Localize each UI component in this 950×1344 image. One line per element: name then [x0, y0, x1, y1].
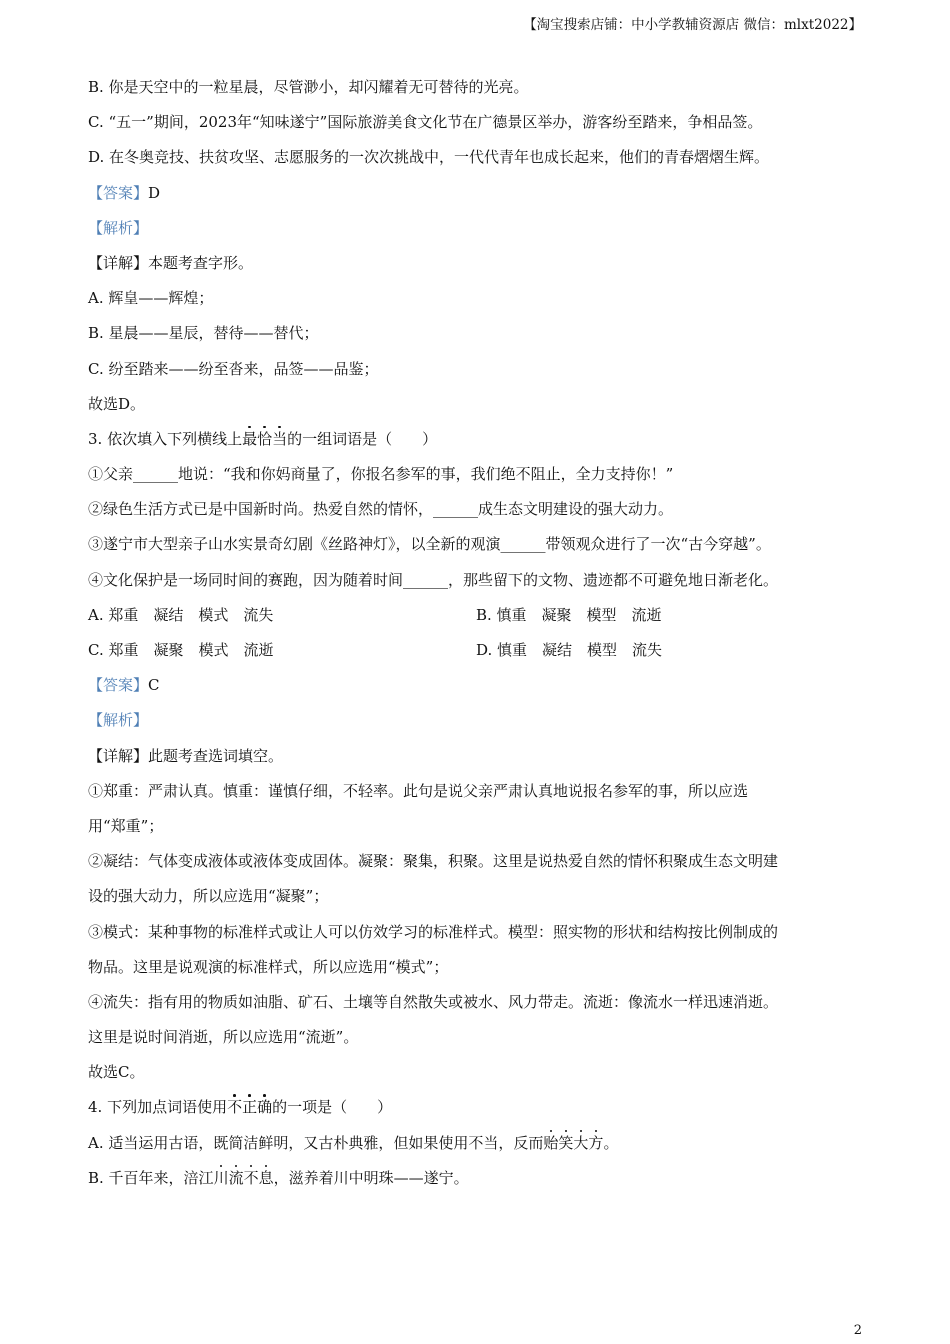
- q3-analysis-label: 【解析】: [88, 711, 149, 730]
- q3-stem-post: 的一组词语是（ ）: [287, 429, 438, 448]
- emphasis-dot-char: 贻: [543, 1133, 559, 1152]
- q3-sentence-4: ④文化保护是一场同时间的赛跑，因为随着时间______，那些留下的文物、遗迹都不可避免地日渐老化。: [88, 570, 779, 589]
- q4-option-b-pre: B. 千百年来，涪江: [88, 1168, 214, 1187]
- q3-option-d: D. 慎重 凝结 模型 流失: [476, 641, 663, 659]
- q2-fix-a: A. 辉皇——辉煌；: [88, 289, 214, 308]
- q3-detail: 【详解】此题考查选词填空。: [88, 746, 284, 765]
- emphasis-dot-char: 正: [242, 1098, 258, 1117]
- answer-label: 【答案】: [88, 676, 149, 695]
- q3-option-b: B. 慎重 凝聚 模型 流逝: [476, 605, 662, 624]
- q3-explain-1b: 用“郑重”；: [88, 816, 164, 835]
- q2-option-b: B. 你是天空中的一粒星晨，尽管渺小，却闪耀着无可替待的光亮。: [88, 78, 529, 96]
- q3-explain-4a: ④流失：指有用的物质如油脂、矿石、土壤等自然散失或被水、风力带走。流逝：像流水一样迅速消逝。: [88, 992, 779, 1011]
- emphasis-dot-char: 方: [588, 1133, 604, 1152]
- q4-option-a-post: 。: [603, 1133, 619, 1152]
- q4-option-a-pre: A. 适当运用古语，既简洁鲜明，又古朴典雅，但如果使用不当，反而: [88, 1133, 544, 1152]
- q3-explain-2b: 设的强大动力，所以应选用“凝聚”；: [88, 887, 329, 906]
- emphasis-dot-char: 当: [272, 429, 288, 448]
- q3-stem: [88, 426, 868, 461]
- q4-option-b: [88, 1165, 868, 1200]
- q3-answer: [88, 672, 868, 707]
- answer-value: C: [148, 676, 160, 695]
- emphasis-dot-char: 川: [213, 1168, 229, 1187]
- q3-explain-2a: ②凝结：气体变成液体或液体变成固体。凝聚：聚集，积聚。这里是说热爱自然的情怀积聚成生态文明建: [88, 852, 779, 871]
- q2-detail: 【详解】本题考查字形。: [88, 253, 254, 272]
- q3-sentence-3: ③遂宁市大型亲子山水实景奇幻剧《丝路神灯》，以全新的观演______带领观众进行了一次“古今穿越”。: [88, 535, 771, 554]
- q3-options-row-2: [88, 637, 868, 672]
- q3-option-a: A. 郑重 凝结 模式 流失: [88, 605, 274, 624]
- emphasis-dot-char: 确: [257, 1098, 273, 1117]
- q4-stem: [88, 1094, 868, 1129]
- emphasis-dot-char: 恰: [257, 429, 273, 448]
- q4-stem-post: 的一项是（ ）: [272, 1098, 393, 1117]
- q3-explain-3a: ③模式：某种事物的标准样式或让人可以仿效学习的标准样式。模型：照实物的形状和结构按比例制成的: [88, 922, 779, 941]
- emphasis-dot-char: 笑: [558, 1133, 574, 1152]
- q3-conclusion: 故选C。: [88, 1063, 145, 1082]
- q4-option-a: [88, 1130, 868, 1165]
- q3-stem-pre: 3. 依次填入下列横线上: [88, 429, 243, 448]
- document-body: [88, 74, 868, 1200]
- answer-value: D: [148, 183, 161, 202]
- q3-option-c: C. 郑重 凝聚 模式 流逝: [88, 641, 274, 659]
- q2-conclusion: 故选D。: [88, 394, 146, 413]
- q2-fix-c: C. 纷至踏来——纷至沓来，品签——品鉴；: [88, 359, 379, 378]
- page-number: 2: [853, 1323, 862, 1338]
- emphasis-dot-char: 不: [243, 1168, 259, 1187]
- q3-explain-4b: 这里是说时间消逝，所以应选用“流逝”。: [88, 1028, 359, 1047]
- q2-option-c: C. “五一”期间，2023年“知味遂宁”国际旅游美食文化节在广德景区举办，游客纷至踏来，争相品签。: [88, 113, 763, 132]
- q3-explain-1a: ①郑重：严肃认真。慎重：谨慎仔细，不轻率。此句是说父亲严肃认真地说报名参军的事，所以应选: [88, 781, 749, 800]
- q2-fix-b: B. 星晨——星辰，替待——替代；: [88, 324, 319, 343]
- q3-options-row-1: [88, 602, 868, 637]
- page-header: 【淘宝搜索店铺：中小学教辅资源店 微信：mlxt2022】: [523, 17, 862, 33]
- emphasis-dot-char: 流: [228, 1168, 244, 1187]
- q4-stem-pre: 4. 下列加点词语使用: [88, 1098, 228, 1117]
- q2-answer: [88, 180, 868, 215]
- emphasis-dot-char: 大: [573, 1133, 589, 1152]
- q3-explain-3b: 物品。这里是说观演的标准样式，所以应选用“模式”；: [88, 957, 449, 976]
- answer-label: 【答案】: [88, 183, 149, 202]
- emphasis-dot-char: 不: [227, 1098, 243, 1117]
- q3-sentence-1: ①父亲______地说：“我和你妈商量了，你报名参军的事，我们绝不阻止，全力支持你！”: [88, 465, 674, 484]
- emphasis-dot-char: 最: [242, 429, 258, 448]
- q2-analysis-label: 【解析】: [88, 218, 149, 237]
- q2-option-d: D. 在冬奥竞技、扶贫攻坚、志愿服务的一次次挑战中，一代代青年也成长起来，他们的青春熠熠生辉。: [88, 148, 770, 167]
- q4-option-b-post: ，滋养着川中明珠——遂宁。: [273, 1168, 469, 1187]
- emphasis-dot-char: 息: [258, 1168, 274, 1187]
- q3-sentence-2: ②绿色生活方式已是中国新时尚。热爱自然的情怀，______成生态文明建设的强大动力。: [88, 500, 674, 519]
